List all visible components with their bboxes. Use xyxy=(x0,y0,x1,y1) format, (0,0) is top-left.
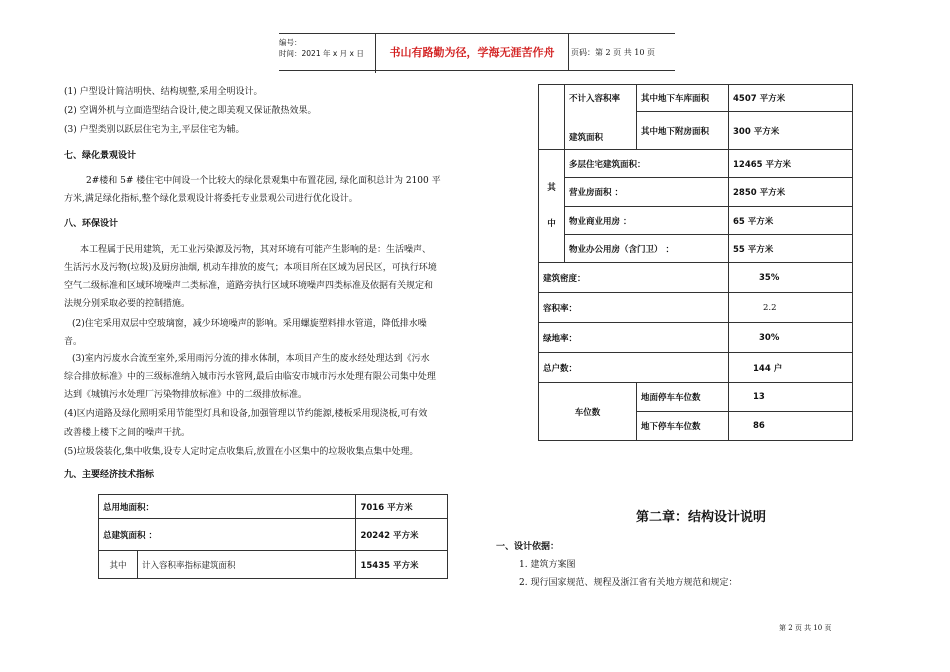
area-breakdown-table xyxy=(538,84,853,441)
table-cell: 地面停车车位数 xyxy=(637,383,729,412)
section-heading-8: 八、环保设计 xyxy=(64,219,119,229)
paragraph: (2) 空调外机与立面造型结合设计,使之即美观又保证散热效果。 xyxy=(64,106,317,116)
paragraph: (3) 户型类别以跃层住宅为主,平层住宅为辅。 xyxy=(64,125,245,135)
paragraph: 改善楼上楼下之间的噪声干扰。 xyxy=(64,428,191,438)
table-cell: 13 xyxy=(729,383,853,412)
table-cell: 86 xyxy=(729,412,853,441)
table-cell: 55 平方米 xyxy=(729,235,853,263)
paragraph: (2)住宅采用双层中空玻璃窗，减少环境噪声的影响。采用螺旋塑料排水管道，降低排水噪 xyxy=(72,319,427,329)
page-header xyxy=(279,33,675,71)
table-row xyxy=(539,150,853,178)
economic-indicators-table xyxy=(98,494,448,579)
table-cell: 7016 平方米 xyxy=(356,495,448,519)
list-item: 1. 建筑方案图 xyxy=(519,560,576,570)
table-cell: 物业办公用房（含门卫） ： xyxy=(565,235,729,263)
table-cell: 营业房面积 ： xyxy=(565,178,729,207)
table-cell: 绿地率： xyxy=(539,323,729,353)
list-item: 2. 现行国家规范、规程及浙江省有关地方规范和规定： xyxy=(519,578,738,588)
paragraph: 本工程属于民用建筑，无工业污染源及污物，其对环境有可能产生影响的是：生活噪声、 xyxy=(80,245,432,255)
table-row xyxy=(539,235,853,263)
table-cell: 容积率： xyxy=(539,293,729,323)
table-cell: 144 户 xyxy=(729,353,853,383)
header-meta xyxy=(279,34,376,73)
table-cell xyxy=(539,85,565,150)
table-cell: 2850 平方米 xyxy=(729,178,853,207)
table-row xyxy=(539,207,853,235)
table-cell: 其中地下车库面积 xyxy=(637,85,729,112)
header-motto: 书山有路勤为径，学海无涯苦作舟 xyxy=(376,34,569,70)
table-cell: 2.2 xyxy=(729,293,853,323)
header-number: 编号： xyxy=(279,38,302,47)
qi-char: 其 xyxy=(547,183,556,193)
paragraph: (3)室内污废水合流至室外,采用雨污分流的排水体制，本项目产生的废水经处理达到《污水 xyxy=(72,354,430,364)
table-cell: 车位数 xyxy=(539,383,637,441)
table-cell: 建筑面积 xyxy=(565,112,637,150)
paragraph: 音。 xyxy=(64,337,83,347)
table-row xyxy=(99,551,448,579)
table-cell xyxy=(539,150,565,263)
subsection-heading: 一、设计依据： xyxy=(496,542,560,552)
table-cell: 300 平方米 xyxy=(729,112,853,150)
table-row xyxy=(539,263,853,293)
table-cell: 地下停车车位数 xyxy=(637,412,729,441)
table-cell: 30% xyxy=(729,323,853,353)
table-cell: 不计入容积率 xyxy=(565,85,637,112)
table-row xyxy=(99,495,448,519)
table-row xyxy=(539,293,853,323)
table-cell: 15435 平方米 xyxy=(356,551,448,579)
paragraph: 方米,满足绿化指标,整个绿化景观设计将委托专业景观公司进行优化设计。 xyxy=(64,194,358,204)
table-cell: 总用地面积： xyxy=(99,495,356,519)
table-cell: 其中地下附房面积 xyxy=(637,112,729,150)
table-cell: 计入容积率指标建筑面积 xyxy=(138,551,356,579)
table-cell: 35% xyxy=(729,263,853,293)
paragraph: (4)区内道路及绿化照明采用节能型灯具和设备,加强管理以节约能源,楼板采用现浇板,可有效 xyxy=(64,409,428,419)
section-heading-7: 七、绿化景观设计 xyxy=(64,151,137,161)
header-date: 时间：2021 年 x 月 x 日 xyxy=(279,49,364,58)
table-cell: 总建筑面积 ： xyxy=(99,519,356,551)
paragraph: 生活污水及污物(垃圾)及厨房油烟, 机动车排放的废气；本项目所在区域为居民区，可执行环境 xyxy=(64,263,437,273)
paragraph: 综合排放标准》中的三级标准纳入城市污水管网,最后由临安市城市污水处理有限公司集中处理 xyxy=(64,372,436,382)
paragraph: 2#楼和 5# 楼住宅中间设一个比较大的绿化景观集中布置花园, 绿化面积总计为 2100 平 xyxy=(86,176,441,186)
paragraph: 法规分别采取必要的控制措施。 xyxy=(64,299,191,309)
table-row xyxy=(539,85,853,112)
table-row xyxy=(539,353,853,383)
table-row xyxy=(539,112,853,150)
table-cell: 20242 平方米 xyxy=(356,519,448,551)
page-footer: 第 2 页 共 10 页 xyxy=(779,624,832,632)
table-cell: 总户数： xyxy=(539,353,729,383)
table-row xyxy=(539,383,853,412)
table-cell: 多层住宅建筑面积： xyxy=(565,150,729,178)
paragraph: (5)垃圾袋装化,集中收集,设专人定时定点收集后,放置在小区集中的垃圾收集点集中处理。 xyxy=(64,447,419,457)
table-cell: 12465 平方米 xyxy=(729,150,853,178)
paragraph: 达到《城镇污水处理厂污染物排放标准》中的二级排放标准。 xyxy=(64,390,308,400)
table-row xyxy=(539,323,853,353)
table-cell: 其中 xyxy=(99,551,138,579)
header-page-info: 页码：第 2 页 共 10 页 xyxy=(571,47,655,57)
table-row xyxy=(99,519,448,551)
table-cell: 建筑密度： xyxy=(539,263,729,293)
table-cell: 65 平方米 xyxy=(729,207,853,235)
chapter-title: 第二章：结构设计说明 xyxy=(636,510,767,525)
zhong-char: 中 xyxy=(547,219,556,229)
paragraph: 空气二级标准和区域环境噪声二类标准，道路旁执行区域环境噪声四类标准及依据有关规定和 xyxy=(64,281,434,291)
table-row xyxy=(539,178,853,207)
section-heading-9: 九、主要经济技术指标 xyxy=(64,470,155,480)
table-cell: 4507 平方米 xyxy=(729,85,853,112)
table-cell: 物业商业用房 ： xyxy=(565,207,729,235)
paragraph: (1) 户型设计简洁明快、结构规整,采用全明设计。 xyxy=(64,87,263,97)
